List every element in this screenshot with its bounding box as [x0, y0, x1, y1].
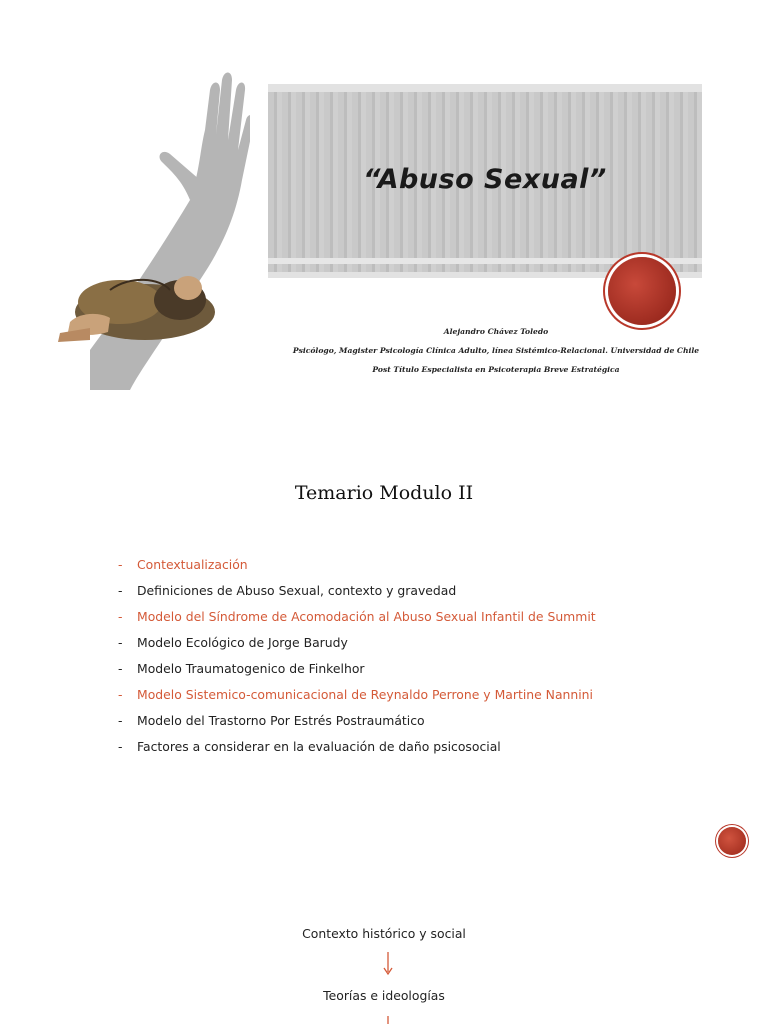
bullet-dash: -: [118, 713, 123, 728]
agenda-item-text: Definiciones de Abuso Sexual, contexto y gravedad: [137, 583, 457, 598]
bullet-dash: -: [118, 687, 123, 702]
agenda-item: [118, 708, 596, 734]
bullet-dash: -: [118, 557, 123, 572]
agenda-item: [118, 578, 596, 604]
agenda-item-text: Modelo Sistemico-comunicacional de Reynaldo Perrone y Martine Nannini: [137, 687, 593, 702]
agenda-item-text: Modelo del Síndrome de Acomodación al Abuso Sexual Infantil de Summit: [137, 609, 596, 624]
agenda-heading: Temario Modulo II: [294, 482, 474, 504]
flow-step: Contexto histórico y social: [302, 926, 466, 941]
agenda-item: [118, 552, 596, 578]
agenda-list: [118, 552, 596, 760]
agenda-item-text: Modelo del Trastorno Por Estrés Postraumático: [137, 713, 425, 728]
agenda-item-text: Modelo Ecológico de Jorge Barudy: [137, 635, 348, 650]
flow-step: Teorías e ideologías: [323, 988, 445, 1003]
author-credentials: Psicólogo, Magister Psicología Clínica Adulto, línea Sistémico-Relacional. Universidad de Chile: [292, 346, 700, 355]
bullet-dash: -: [118, 583, 123, 598]
decorative-circle-icon: [608, 257, 676, 325]
author-postgrad: Post Título Especialista en Psicoterapia Breve Estratégica: [372, 365, 620, 374]
agenda-item: [118, 734, 596, 760]
title-slide: [0, 0, 768, 420]
agenda-item: [118, 604, 596, 630]
bullet-dash: -: [118, 661, 123, 676]
agenda-item-text: Contextualización: [137, 557, 248, 572]
reaching-hand-illustration: [50, 50, 250, 390]
arrow-down-icon: [383, 1016, 393, 1024]
agenda-slide: [0, 420, 768, 860]
agenda-item: [118, 656, 596, 682]
author-block: [276, 322, 716, 379]
agenda-item: [118, 682, 596, 708]
bullet-dash: -: [118, 609, 123, 624]
agenda-item-text: Modelo Traumatogenico de Finkelhor: [137, 661, 365, 676]
slide-title: “Abuso Sexual”: [363, 164, 607, 195]
bullet-dash: -: [118, 739, 123, 754]
author-name: Alejandro Chávez Toledo: [443, 327, 549, 336]
decorative-circle-icon: [718, 827, 746, 855]
bullet-dash: -: [118, 635, 123, 650]
agenda-item-text: Factores a considerar en la evaluación de daño psicosocial: [137, 739, 501, 754]
flow-slide: [0, 880, 768, 1024]
agenda-item: [118, 630, 596, 656]
arrow-down-icon: [383, 952, 393, 976]
title-banner: [268, 84, 702, 278]
